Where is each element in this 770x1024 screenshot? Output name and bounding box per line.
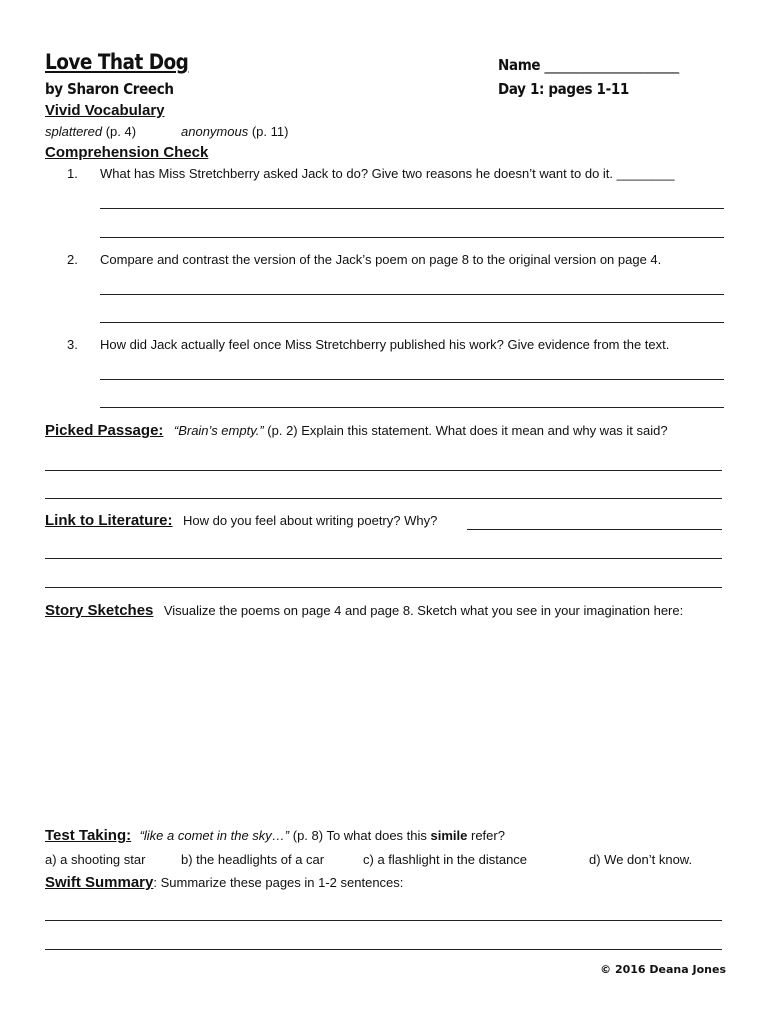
copyright: © 2016 Deana Jones — [600, 963, 726, 976]
link-text: How do you feel about writing poetry? Why? — [182, 513, 438, 528]
answer-line[interactable] — [467, 529, 722, 530]
answer-line[interactable] — [100, 379, 724, 380]
sketch-heading: Story Sketches — [45, 602, 154, 619]
day-label: Day 1: pages 1-11 — [498, 80, 629, 98]
sketch-area[interactable] — [45, 628, 722, 818]
answer-line[interactable] — [45, 920, 722, 921]
question-2-number: 2. — [67, 252, 78, 267]
name-field[interactable] — [498, 56, 679, 74]
vocab-word-1-term: splattered — [45, 124, 103, 139]
answer-line[interactable] — [45, 498, 722, 499]
picked-passage — [45, 422, 668, 440]
author-line: by Sharon Creech — [45, 80, 174, 98]
link-to-literature — [45, 512, 437, 530]
summary-text: : Summarize these pages in 1-2 sentences: — [153, 875, 404, 890]
answer-line[interactable] — [100, 208, 724, 209]
test-heading: Test Taking: — [45, 827, 132, 844]
test-prompt — [140, 828, 505, 843]
question-3-text: How did Jack actually feel once Miss Stretchberry published his work? Give evidence from the text. — [100, 337, 670, 352]
test-taking — [45, 827, 505, 845]
vocab-word-2-page: (p. 11) — [251, 124, 289, 139]
answer-line[interactable] — [45, 587, 722, 588]
test-mid: (p. 8) To what does this — [289, 828, 431, 843]
picked-passage-prompt — [174, 423, 668, 438]
vocab-word-1-page: (p. 4) — [105, 124, 137, 139]
link-heading: Link to Literature: — [45, 512, 173, 529]
question-1-number: 1. — [67, 166, 78, 181]
sketch-text: Visualize the poems on page 4 and page 8. Sketch what you see in your imagination here: — [163, 603, 684, 618]
name-blank: _____________________ — [544, 56, 679, 74]
test-quote: “like a comet in the sky…” — [139, 828, 290, 843]
story-sketches — [45, 602, 683, 620]
question-1 — [100, 166, 675, 181]
answer-line[interactable] — [100, 237, 724, 238]
answer-line[interactable] — [100, 322, 724, 323]
answer-line[interactable] — [45, 470, 722, 471]
vocab-word-2-term: anonymous — [181, 124, 249, 139]
swift-summary — [45, 874, 403, 892]
name-label: Name — [498, 56, 541, 74]
summary-heading: Swift Summary — [45, 874, 154, 891]
answer-line[interactable] — [100, 294, 724, 295]
picked-passage-rest: (p. 2) Explain this statement. What does it mean and why was it said? — [263, 423, 668, 438]
answer-line[interactable] — [45, 949, 722, 950]
vocab-heading: Vivid Vocabulary — [45, 102, 165, 119]
vocab-word-2 — [181, 124, 288, 139]
picked-passage-quote: “Brain’s empty.” — [173, 423, 264, 438]
test-bold: simile — [430, 828, 468, 843]
question-2-text: Compare and contrast the version of the Jack’s poem on page 8 to the original version on page 4. — [100, 252, 662, 267]
question-3-number: 3. — [67, 337, 78, 352]
answer-line[interactable] — [100, 407, 724, 408]
question-1-blank: ________ — [616, 166, 675, 181]
comprehension-heading: Comprehension Check — [45, 144, 209, 161]
option-b[interactable]: b) the headlights of a car — [181, 852, 325, 867]
option-a[interactable]: a) a shooting star — [45, 852, 146, 867]
picked-passage-heading: Picked Passage: — [45, 422, 164, 439]
test-end: refer? — [467, 828, 505, 843]
answer-line[interactable] — [45, 558, 722, 559]
option-c[interactable]: c) a flashlight in the distance — [363, 852, 528, 867]
page-title: Love That Dog — [45, 50, 189, 74]
vocab-word-1 — [45, 124, 136, 139]
option-d[interactable]: d) We don’t know. — [589, 852, 693, 867]
question-1-text: What has Miss Stretchberry asked Jack to do? Give two reasons he doesn’t want to do it. — [100, 166, 614, 181]
